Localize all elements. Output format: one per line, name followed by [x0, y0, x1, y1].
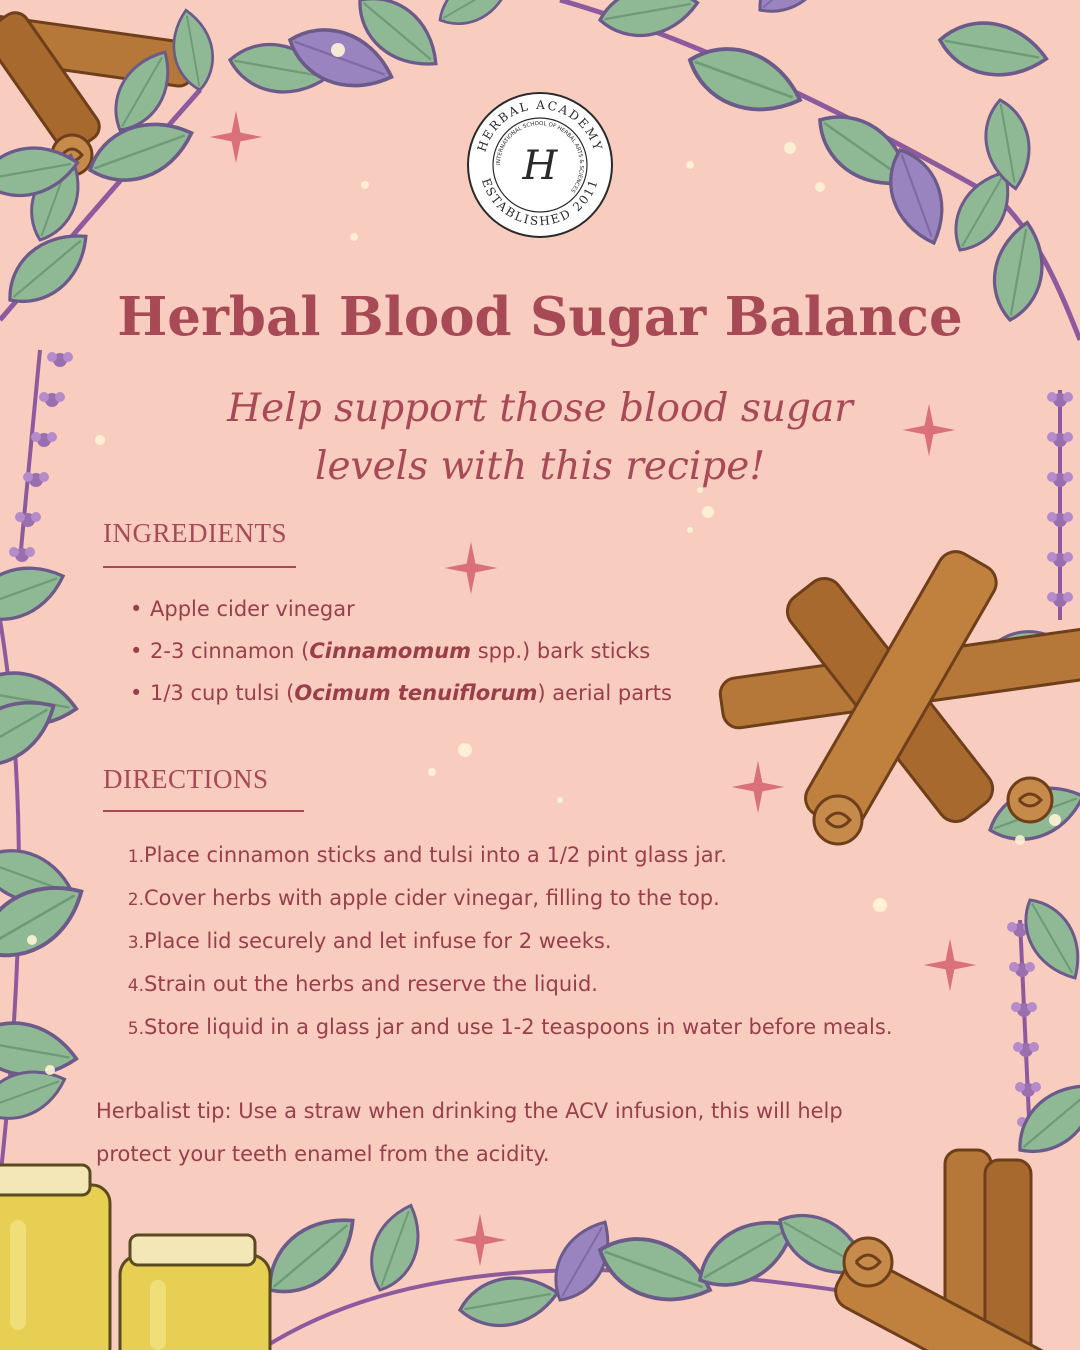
ingredient-item	[130, 632, 672, 674]
step-number: 5.	[127, 1019, 144, 1039]
bullet-icon: •	[130, 639, 143, 663]
ingredient-item	[130, 674, 672, 716]
recipe-subtitle	[0, 380, 1080, 496]
ingredients-heading-rule	[103, 566, 296, 568]
svg-text:ESTABLISHED 2011: ESTABLISHED 2011	[478, 176, 602, 229]
direction-step	[120, 922, 893, 965]
bullet-icon: •	[130, 597, 143, 621]
svg-text:INTERNATIONAL SCHOOL OF HERBAL: INTERNATIONAL SCHOOL OF HERBAL ARTS & SCIENCES	[495, 120, 585, 194]
direction-step	[120, 836, 893, 879]
step-text: Store liquid in a glass jar and use 1-2 teaspoons in water before meals.	[144, 1015, 893, 1039]
subtitle-line-2: levels with this recipe!	[314, 444, 766, 489]
direction-step	[120, 879, 893, 922]
directions-heading-rule	[103, 810, 304, 812]
herbalist-tip	[96, 1090, 936, 1176]
direction-step	[120, 1008, 893, 1051]
recipe-title: Herbal Blood Sugar Balance	[117, 286, 963, 348]
directions-list	[120, 836, 893, 1051]
subtitle-line-1: Help support those blood sugar	[227, 386, 853, 431]
step-number: 4.	[127, 976, 144, 996]
step-text: Place lid securely and let infuse for 2 weeks.	[144, 929, 612, 953]
ingredients-list	[130, 590, 672, 716]
step-number: 1.	[127, 847, 144, 867]
svg-text:H: H	[522, 143, 558, 189]
ingredient-text-suffix: ) aerial parts	[537, 681, 672, 705]
step-text: Place cinnamon sticks and tulsi into a 1/2 pint glass jar.	[144, 843, 727, 867]
ingredients-heading: INGREDIENTS	[103, 518, 287, 548]
foliage-bottom	[254, 1198, 900, 1350]
tip-line-1: Herbalist tip: Use a straw when drinking the ACV infusion, this will help	[96, 1099, 843, 1123]
step-text: Cover herbs with apple cider vinegar, filling to the top.	[144, 886, 720, 910]
step-number: 3.	[127, 933, 144, 953]
step-number: 2.	[127, 890, 144, 910]
honey-jars	[0, 1165, 270, 1350]
ingredient-item	[130, 590, 672, 632]
cinnamon-sticks-bottom-right	[829, 1150, 1075, 1350]
ingredient-latin-name: Ocimum tenuiflorum	[294, 681, 538, 705]
ingredient-text: Apple cider vinegar	[150, 597, 355, 621]
ingredient-text-suffix: spp.) bark sticks	[471, 639, 651, 663]
step-text: Strain out the herbs and reserve the liquid.	[144, 972, 598, 996]
ingredient-latin-name: Cinnamomum	[309, 639, 472, 663]
tip-line-2: protect your teeth enamel from the acidity.	[96, 1142, 550, 1166]
herbal-academy-logo	[466, 91, 614, 239]
direction-step	[120, 965, 893, 1008]
ingredient-text: 2-3 cinnamon (	[150, 639, 310, 663]
svg-text:HERBAL ACADEMY: HERBAL ACADEMY	[474, 97, 606, 154]
bullet-icon: •	[130, 681, 143, 705]
cinnamon-sticks-right	[718, 545, 1080, 844]
directions-heading: DIRECTIONS	[103, 764, 269, 794]
ingredient-text: 1/3 cup tulsi (	[150, 681, 295, 705]
